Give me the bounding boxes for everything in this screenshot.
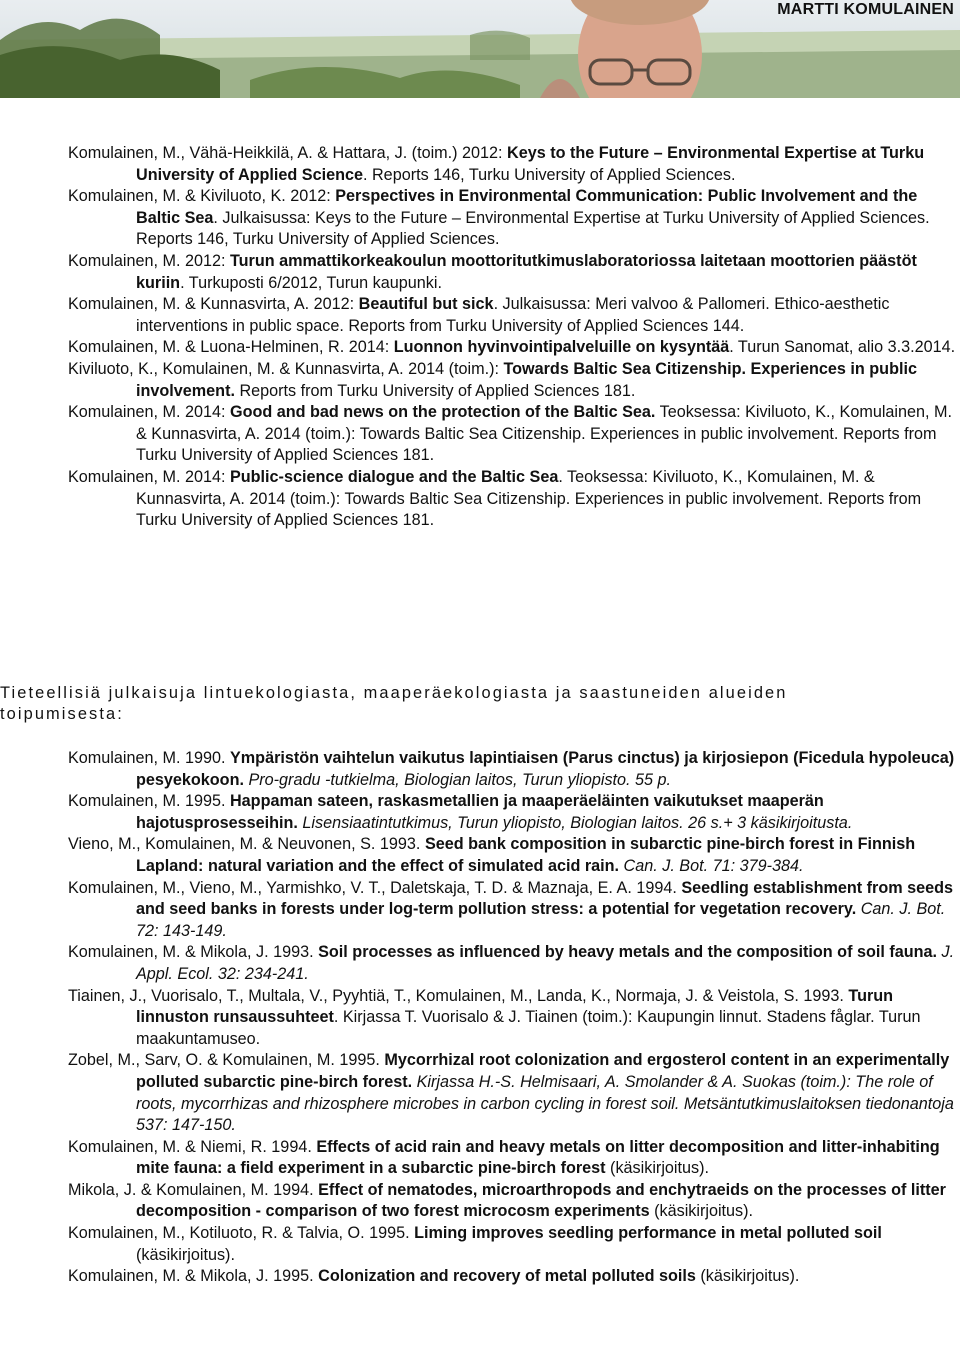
reference-details: (käsikirjoitus). <box>136 1245 235 1264</box>
reference-authors: Komulainen, M. & Niemi, R. 1994. <box>68 1137 317 1156</box>
reference-title: Good and bad news on the protection of the Baltic Sea. <box>229 403 656 422</box>
reference-title: Towards Baltic Sea Citizenship. Experiences in public involvement. <box>136 359 917 400</box>
reference-details: . Reports 146, Turku University of Applied Sciences. <box>363 165 736 184</box>
reference-item <box>68 1223 960 1266</box>
reference-title: Luonnon hyvinvointipalveluille on kysyntää <box>393 338 730 357</box>
reference-title: Effect of nematodes, microarthropods and enchytraeids on the processes of litter decomposition - comparison of two forest microcosm experiments <box>136 1180 946 1221</box>
reference-authors: Komulainen, M. & Luona-Helminen, R. 2014: <box>68 338 394 357</box>
reference-item <box>68 186 960 251</box>
reference-details: (käsikirjoitus). <box>605 1159 709 1178</box>
reference-item <box>68 1266 960 1288</box>
reference-title: Seedling establishment from seeds and seed banks in forests under log-term pollution stress: a potential for vegetation recovery. <box>136 878 953 919</box>
reference-authors: Vieno, M., Komulainen, M. & Neuvonen, S. 1993. <box>68 835 425 854</box>
reference-title: Seed bank composition in subarctic pine-birch forest in Finnish Lapland: natural variation and the effect of simulated acid rain. <box>136 835 916 875</box>
section-heading: Tieteellisiä julkaisuja lintuekologiasta, maaperäekologiasta ja saastuneiden alueiden toipumisesta: <box>0 684 788 723</box>
reference-authors: Komulainen, M. & Mikola, J. 1993. <box>68 943 319 962</box>
reference-authors: Komulainen, M. 2012: <box>68 251 230 270</box>
reference-authors: Komulainen, M. & Kunnasvirta, A. 2012: <box>68 295 359 314</box>
reference-details: . Julkaisussa: Keys to the Future – Environmental Expertise at Turku University of Applied Sciences. Reports 146, Turku University of Applied Sciences. <box>136 208 930 249</box>
reference-title: Public-science dialogue and the Baltic Sea <box>229 467 559 486</box>
reference-item <box>68 402 960 467</box>
reference-title: Turun ammattikorkeakoulun moottoritutkimuslaboratoriossa laitetaan moottorien päästöt kuriin <box>136 251 917 292</box>
reference-item <box>68 337 960 359</box>
reference-authors: Komulainen, M. 1995. <box>68 792 230 811</box>
header-banner <box>0 0 960 98</box>
reference-authors: Komulainen, M. 2014: <box>68 403 230 422</box>
reference-authors: Tiainen, J., Vuorisalo, T., Multala, V., Pyyhtiä, T., Komulainen, M., Landa, K., Normaja, J. & Veistola, S. 1993. <box>68 986 849 1005</box>
reference-details: (käsikirjoitus). <box>695 1267 800 1286</box>
reference-title: Keys to the Future – Environmental Expertise at Turku University of Applied Science <box>136 144 925 184</box>
reference-title: Beautiful but sick <box>358 295 494 314</box>
reference-details: . Teoksessa: Kiviluoto, K., Komulainen, M. & Kunnasvirta, A. 2014 (toim.): Towards Baltic Sea Citizenship. Experiences in public involvement. Reports from Turku University of Applied Sciences 181. <box>136 467 922 530</box>
reference-item <box>68 294 960 337</box>
reference-item <box>68 748 960 791</box>
reference-item <box>68 791 960 834</box>
reference-title: Soil processes as influenced by heavy metals and the composition of soil fauna. <box>318 943 938 962</box>
reference-title: Happaman sateen, raskasmetallien ja maaperäeläinten vaikutukset maaperän hajotusprosesseihin. <box>136 792 824 832</box>
reference-source: Can. J. Bot. 71: 379-384. <box>619 856 804 875</box>
reference-authors: Mikola, J. & Komulainen, M. 1994. <box>68 1180 319 1199</box>
reference-details: (käsikirjoitus). <box>649 1202 754 1221</box>
reference-source: Can. J. Bot. 72: 143-149. <box>136 900 946 940</box>
reference-title: Effects of acid rain and heavy metals on litter decomposition and litter-inhabiting mite fauna: a field experiment in a subarctic pine-birch forest <box>136 1137 940 1178</box>
reference-item <box>68 1050 960 1136</box>
reference-details: Teoksessa: Kiviluoto, K., Komulainen, M. & Kunnasvirta, A. 2014 (toim.): Towards Baltic Sea Citizenship. Experiences in public involvement. Reports from Turku University of Applied Sciences 181. <box>136 403 953 465</box>
reference-authors: Komulainen, M., Vähä-Heikkilä, A. & Hattara, J. (toim.) 2012: <box>68 144 508 162</box>
reference-authors: Komulainen, M., Vieno, M., Yarmishko, V. T., Daletskaja, T. D. & Maznaja, E. A. 1994. <box>68 878 682 897</box>
reference-source: Kirjassa H.-S. Helmisaari, A. Smolander & A. Suokas (toim.): The role of roots, mycorrhizas and rhizosphere microbes in carbon cycling in forest soil. Metsäntutkimuslaitoksen tiedonantoja 537: 147-150. <box>136 1072 954 1135</box>
reference-title: Mycorrhizal root colonization and ergosterol content in an experimentally polluted subarctic pine-birch forest. <box>136 1051 950 1091</box>
reference-item <box>68 834 960 877</box>
reference-item <box>68 878 960 943</box>
reference-title: Liming improves seedling performance in metal polluted soil <box>414 1224 882 1243</box>
reference-item <box>68 986 960 1051</box>
reference-item <box>68 359 960 402</box>
reference-title: Perspectives in Environmental Communication: Public Involvement and the Baltic Sea <box>136 187 918 227</box>
reference-item <box>68 1180 960 1223</box>
reference-details: . Turun Sanomat, alio 3.3.2014. <box>729 338 956 357</box>
reference-item <box>68 467 960 532</box>
scientific-publications-list <box>68 748 960 1288</box>
reference-details: . Kirjassa T. Vuorisalo & J. Tiainen (toim.): Kaupungin linnut. Stadens fåglar. Turun maakuntamuseo. <box>136 1008 921 1048</box>
reference-title: Ympäristön vaihtelun vaikutus lapintiaisen (Parus cinctus) ja kirjosiepon (Ficedula hypoleuca) pesyekokoon. <box>136 749 955 789</box>
author-name: MARTTI KOMULAINEN <box>777 1 954 18</box>
reference-authors: Komulainen, M. & Kiviluoto, K. 2012: <box>68 187 336 206</box>
reference-item <box>68 942 960 985</box>
reference-authors: Komulainen, M. 1990. <box>68 749 230 767</box>
reference-details: . Julkaisussa: Meri valvoo & Pallomeri. Ethico-aesthetic interventions in public space. Reports from Turku University of Applied Sciences 144. <box>136 295 890 335</box>
reference-item <box>68 1137 960 1180</box>
reference-authors: Komulainen, M. & Mikola, J. 1995. <box>68 1267 319 1286</box>
recent-publications-list <box>68 143 960 532</box>
trees-far <box>470 31 530 60</box>
reference-source: Pro-gradu -tutkielma, Biologian laitos, Turun yliopisto. 55 p. <box>243 770 672 789</box>
reference-authors: Komulainen, M. 2014: <box>68 467 230 486</box>
reference-source: Lisensiaatintutkimus, Turun yliopisto, Biologian laitos. 26 s.+ 3 käsikirjoitusta. <box>297 813 853 832</box>
reference-authors: Komulainen, M., Kotiluoto, R. & Talvia, O. 1995. <box>68 1224 415 1243</box>
reference-item <box>68 251 960 294</box>
reference-item <box>68 143 960 186</box>
reference-details: . Turkuposti 6/2012, Turun kaupunki. <box>180 273 442 292</box>
reference-title: Colonization and recovery of metal polluted soils <box>318 1267 696 1286</box>
reference-authors: Zobel, M., Sarv, O. & Komulainen, M. 1995. <box>68 1051 385 1070</box>
reference-title: Turun linnuston runsaussuhteet <box>136 986 894 1027</box>
reference-authors: Kiviluoto, K., Komulainen, M. & Kunnasvirta, A. 2014 (toim.): <box>68 359 504 378</box>
reference-details: Reports from Turku University of Applied Sciences 181. <box>234 381 636 400</box>
reference-source: J. Appl. Ecol. 32: 234-241. <box>136 943 955 983</box>
